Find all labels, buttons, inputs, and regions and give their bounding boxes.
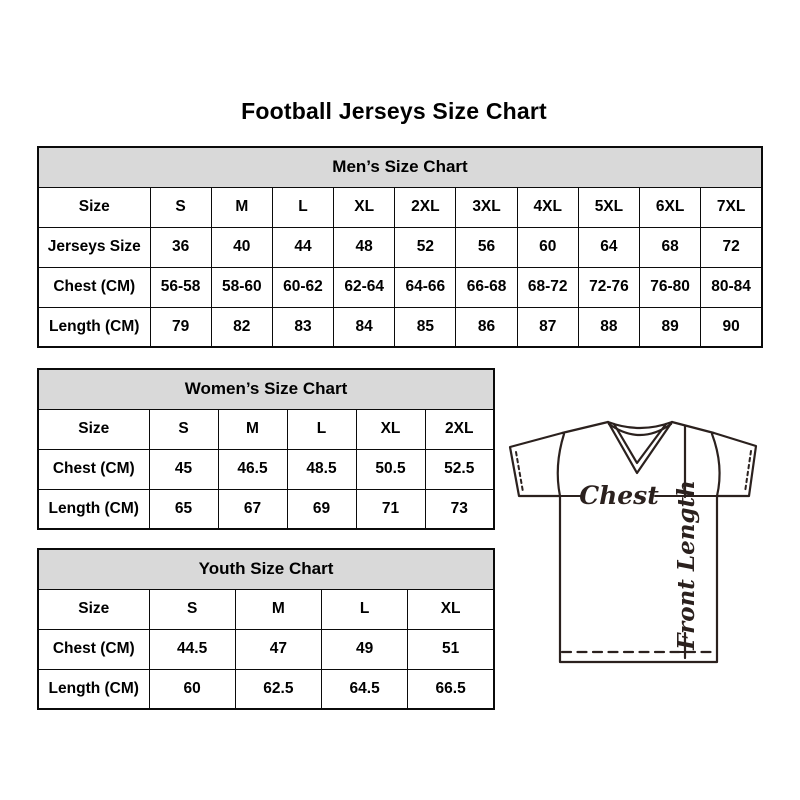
youth-cell-r0c3: L — [322, 589, 408, 629]
womens-cell-r0c3: L — [287, 409, 356, 449]
mens-cell-r0c10: 7XL — [701, 187, 762, 227]
mens-cell-r2c5: 64-66 — [395, 267, 456, 307]
mens-table-title: Men’s Size Chart — [38, 147, 762, 187]
mens-cell-r2c8: 72-76 — [578, 267, 639, 307]
mens-cell-r1c9: 68 — [640, 227, 701, 267]
mens-cell-r2c9: 76-80 — [640, 267, 701, 307]
youth-table-row — [38, 669, 494, 709]
mens-cell-r1c5: 52 — [395, 227, 456, 267]
mens-table-row — [38, 307, 762, 347]
mens-cell-r0c5: 2XL — [395, 187, 456, 227]
womens-table-row — [38, 489, 494, 529]
mens-cell-r3c2: 82 — [211, 307, 272, 347]
chest-measure-label: Chest — [579, 481, 659, 510]
womens-cell-r2c3: 69 — [287, 489, 356, 529]
youth-table-row — [38, 629, 494, 669]
youth-table-row — [38, 589, 494, 629]
mens-cell-r1c2: 40 — [211, 227, 272, 267]
mens-cell-r0c1: S — [150, 187, 211, 227]
womens-cell-r1c2: 46.5 — [218, 449, 287, 489]
youth-cell-r2c4: 66.5 — [408, 669, 494, 709]
mens-cell-r2c1: 56-58 — [150, 267, 211, 307]
mens-cell-r0c4: XL — [334, 187, 395, 227]
mens-cell-r3c1: 79 — [150, 307, 211, 347]
womens-cell-r1c4: 50.5 — [356, 449, 425, 489]
womens-cell-r2c0: Length (CM) — [38, 489, 149, 529]
mens-cell-r2c2: 58-60 — [211, 267, 272, 307]
mens-cell-r1c10: 72 — [701, 227, 762, 267]
mens-cell-r2c6: 66-68 — [456, 267, 517, 307]
mens-cell-r0c8: 5XL — [578, 187, 639, 227]
womens-cell-r0c0: Size — [38, 409, 149, 449]
womens-size-chart-table — [37, 368, 495, 529]
youth-cell-r2c3: 64.5 — [322, 669, 408, 709]
mens-cell-r3c9: 89 — [640, 307, 701, 347]
jersey-left-armhole-seam — [558, 434, 564, 496]
mens-cell-r1c1: 36 — [150, 227, 211, 267]
jersey-right-armhole-seam — [712, 434, 720, 496]
womens-table-row — [38, 409, 494, 449]
mens-cell-r3c6: 86 — [456, 307, 517, 347]
mens-cell-r3c7: 87 — [517, 307, 578, 347]
womens-cell-r1c5: 52.5 — [425, 449, 494, 489]
mens-cell-r2c0: Chest (CM) — [38, 267, 150, 307]
womens-size-chart-table-grid — [37, 368, 495, 530]
youth-cell-r0c2: M — [235, 589, 321, 629]
mens-cell-r1c7: 60 — [517, 227, 578, 267]
youth-table-title: Youth Size Chart — [38, 549, 494, 589]
womens-cell-r2c1: 65 — [149, 489, 218, 529]
youth-cell-r1c4: 51 — [408, 629, 494, 669]
womens-cell-r0c2: M — [218, 409, 287, 449]
youth-cell-r1c2: 47 — [235, 629, 321, 669]
youth-cell-r2c1: 60 — [149, 669, 235, 709]
mens-cell-r1c3: 44 — [272, 227, 333, 267]
front-length-measure-label: Front Length — [673, 480, 700, 650]
mens-cell-r2c10: 80-84 — [701, 267, 762, 307]
womens-cell-r0c1: S — [149, 409, 218, 449]
mens-cell-r0c3: L — [272, 187, 333, 227]
mens-cell-r2c7: 68-72 — [517, 267, 578, 307]
youth-cell-r0c4: XL — [408, 589, 494, 629]
youth-cell-r0c0: Size — [38, 589, 149, 629]
page-title: Football Jerseys Size Chart — [241, 98, 547, 124]
mens-cell-r2c3: 60-62 — [272, 267, 333, 307]
jersey-diagram — [498, 396, 782, 674]
mens-cell-r0c7: 4XL — [517, 187, 578, 227]
womens-table-title: Women’s Size Chart — [38, 369, 494, 409]
mens-cell-r3c8: 88 — [578, 307, 639, 347]
mens-size-chart-table — [37, 146, 763, 347]
mens-cell-r3c5: 85 — [395, 307, 456, 347]
mens-cell-r3c10: 90 — [701, 307, 762, 347]
youth-cell-r1c3: 49 — [322, 629, 408, 669]
mens-cell-r3c0: Length (CM) — [38, 307, 150, 347]
youth-cell-r2c2: 62.5 — [235, 669, 321, 709]
mens-cell-r1c6: 56 — [456, 227, 517, 267]
womens-cell-r2c5: 73 — [425, 489, 494, 529]
mens-table-row — [38, 187, 762, 227]
youth-size-chart-table — [37, 548, 495, 709]
womens-cell-r1c1: 45 — [149, 449, 218, 489]
youth-cell-r1c1: 44.5 — [149, 629, 235, 669]
mens-cell-r0c0: Size — [38, 187, 150, 227]
youth-size-chart-table-grid — [37, 548, 495, 710]
mens-cell-r0c2: M — [211, 187, 272, 227]
womens-cell-r2c2: 67 — [218, 489, 287, 529]
mens-cell-r1c8: 64 — [578, 227, 639, 267]
mens-size-chart-table-grid — [37, 146, 763, 348]
mens-table-row — [38, 267, 762, 307]
mens-cell-r1c0: Jerseys Size — [38, 227, 150, 267]
mens-table-row — [38, 227, 762, 267]
mens-cell-r3c4: 84 — [334, 307, 395, 347]
youth-cell-r0c1: S — [149, 589, 235, 629]
womens-cell-r2c4: 71 — [356, 489, 425, 529]
mens-cell-r0c9: 6XL — [640, 187, 701, 227]
womens-cell-r1c0: Chest (CM) — [38, 449, 149, 489]
womens-cell-r0c4: XL — [356, 409, 425, 449]
womens-cell-r0c5: 2XL — [425, 409, 494, 449]
youth-cell-r1c0: Chest (CM) — [38, 629, 149, 669]
womens-cell-r1c3: 48.5 — [287, 449, 356, 489]
mens-cell-r2c4: 62-64 — [334, 267, 395, 307]
mens-cell-r0c6: 3XL — [456, 187, 517, 227]
mens-cell-r3c3: 83 — [272, 307, 333, 347]
womens-table-row — [38, 449, 494, 489]
mens-cell-r1c4: 48 — [334, 227, 395, 267]
youth-cell-r2c0: Length (CM) — [38, 669, 149, 709]
